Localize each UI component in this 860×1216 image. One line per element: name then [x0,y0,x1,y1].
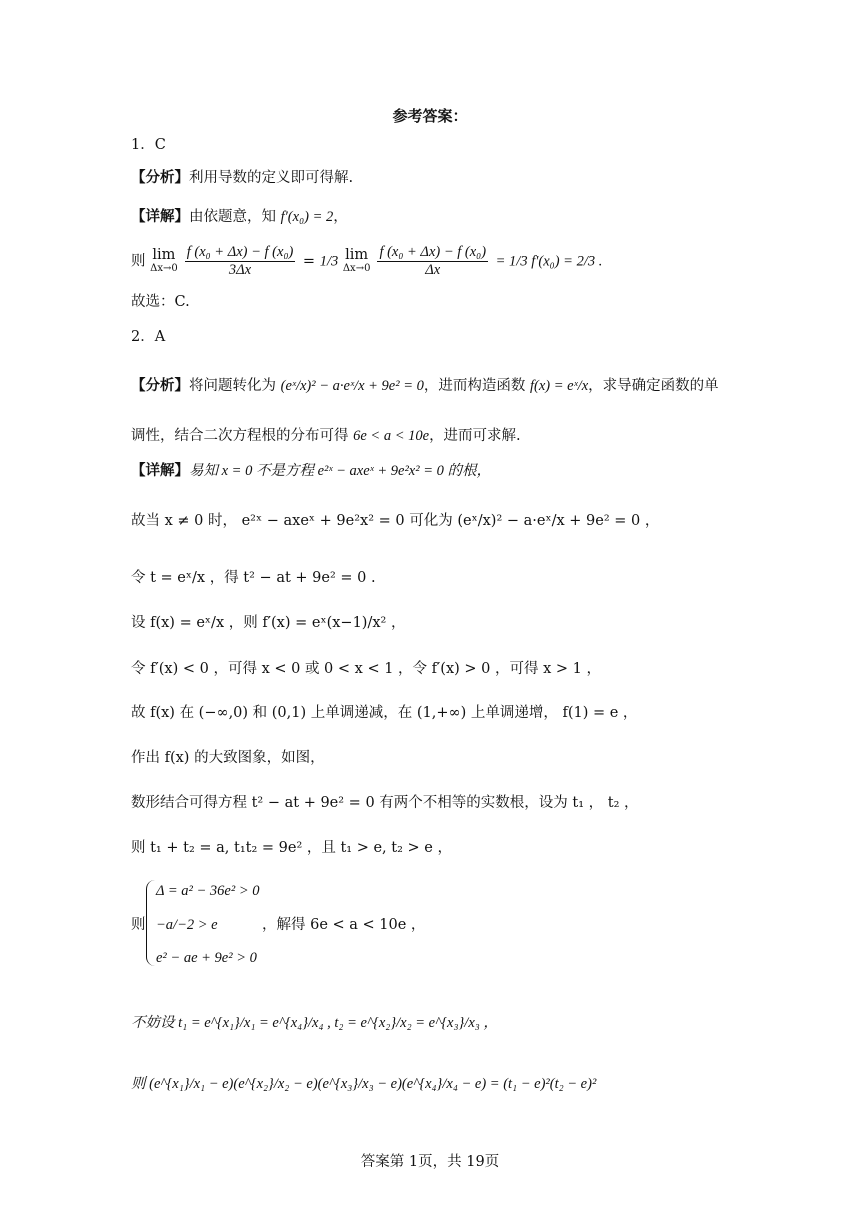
q1-detail-tag: 【详解】 [131,208,189,225]
q2-detail-tag: 【详解】 [131,462,189,479]
q2-detail-line11: 则 (e^{x₁}/x₁ − e)(e^{x₂}/x₂ − e)(e^{x₃}/x₃ − e)(e^{x₄}/x₄ − e) = (t₁ − e)²(t₂ − e)² [131,1076,597,1092]
q2-detail-line9: 则 t₁ + t₂ = a, t₁t₂ = 9e² ，且 t₁ > e, t₂ > e ， [131,840,452,856]
q2-analysis-line2: 调性，结合二次方程根的分布可得 6e < a < 10e，进而可求解. [131,428,521,444]
q1-limit-line [131,244,602,279]
q1-result: = 1/3 f′(x₀) = 2/3 . [495,253,603,270]
q1-then: 则 [131,253,146,270]
q1-number: 1．C [131,137,166,153]
system-result: ，解得 6e < a < 10e ， [262,917,426,933]
system-row-3: e² − ae + 9e² > 0 [156,950,257,966]
q2-detail-line5: 令 f′(x) < 0 ，可得 x < 0 或 0 < x < 1 ，令 f′(x) > 0 ，可得 x > 1 ， [131,661,601,677]
system-row-2: −a/−2 > e [156,917,218,933]
q1-one-third: 1/3 [319,253,339,270]
q2-detail-line1: 【详解】易知 x = 0 不是方程 e²ˣ − axeˣ + 9e²x² = 0 的根， [131,462,491,479]
q1-equals: = [302,253,316,270]
q1-analysis-text: 利用导数的定义即可得解. [189,170,354,186]
q2-transformed-eq: (eˣ/x)² − a·eˣ/x + 9e² = 0 [280,378,424,394]
q1-given-eq: f′(x₀) = 2 [280,209,334,225]
q2-detail-line3: 令 t = eˣ/x ，得 t² − at + 9e² = 0 . [131,570,376,586]
q1-fraction-2: $\frac{\text{f (x₀ + Δx) − f (x₀)}}{\Delta x}$ [379,244,487,278]
q2-detail-line2: 故当 x ≠ 0 时， e²ˣ − axeˣ + 9e²x² = 0 可化为 (eˣ/x)² − a·eˣ/x + 9e² = 0 ， [131,513,660,529]
system-row-1: Δ = a² − 36e² > 0 [156,883,260,899]
q2-analysis-line1: 【分析】将问题转化为 (eˣ/x)² − a·eˣ/x + 9e² = 0，进而构造函数 f(x) = eˣ/x，求导确定函数的单 [131,377,719,394]
q1-analysis [131,167,353,189]
q2-detail-line4: 设 f(x) = eˣ/x ，则 f′(x) = eˣ(x−1)/x² ， [131,615,406,631]
q2-a-range: 6e < a < 10e [353,428,430,444]
page-title: 参考答案： [392,107,468,125]
q2-detail-line8: 数形结合可得方程 t² − at + 9e² = 0 有两个不相等的实数根，设为 t₁ ， t₂ ， [131,795,639,811]
system-brace [146,880,155,966]
q1-detail: 【详解】由依题意，知 f′(x₀) = 2， [131,208,348,225]
system-then: 则 [131,917,146,933]
q1-choice: 故选：C. [131,294,190,310]
q1-detail-text: 由依题意，知 [189,209,276,225]
q2-detail-line7: 作出 f(x) 的大致图象，如图， [131,750,325,766]
q2-construct-fn: f(x) = eˣ/x [529,378,589,394]
lim-operator-2: lim Δx→0 [342,246,371,274]
q2-analysis-tag: 【分析】 [131,377,189,394]
q1-fraction-1: $\frac{\text{f (x₀ + Δx) − f (x₀)}}{3\Delta x}$ [186,244,294,278]
q2-number: 2．A [131,329,166,345]
page-footer: 答案第 1页，共 19页 [360,1154,500,1170]
q1-analysis-tag: 【分析】 [131,169,189,186]
q2-detail-line6: 故 f(x) 在 (−∞,0) 和 (0,1) 上单调递减，在 (1,+∞) 上单调递增， f(1) = e ， [131,705,638,721]
lim-operator-1: lim Δx→0 [150,246,178,274]
q2-detail-line10: 不妨设 t₁ = e^{x₁}/x₁ = e^{x₄}/x₄ , t₂ = e^{x₂}/x₂ = e^{x₃}/x₃ ， [131,1015,498,1031]
